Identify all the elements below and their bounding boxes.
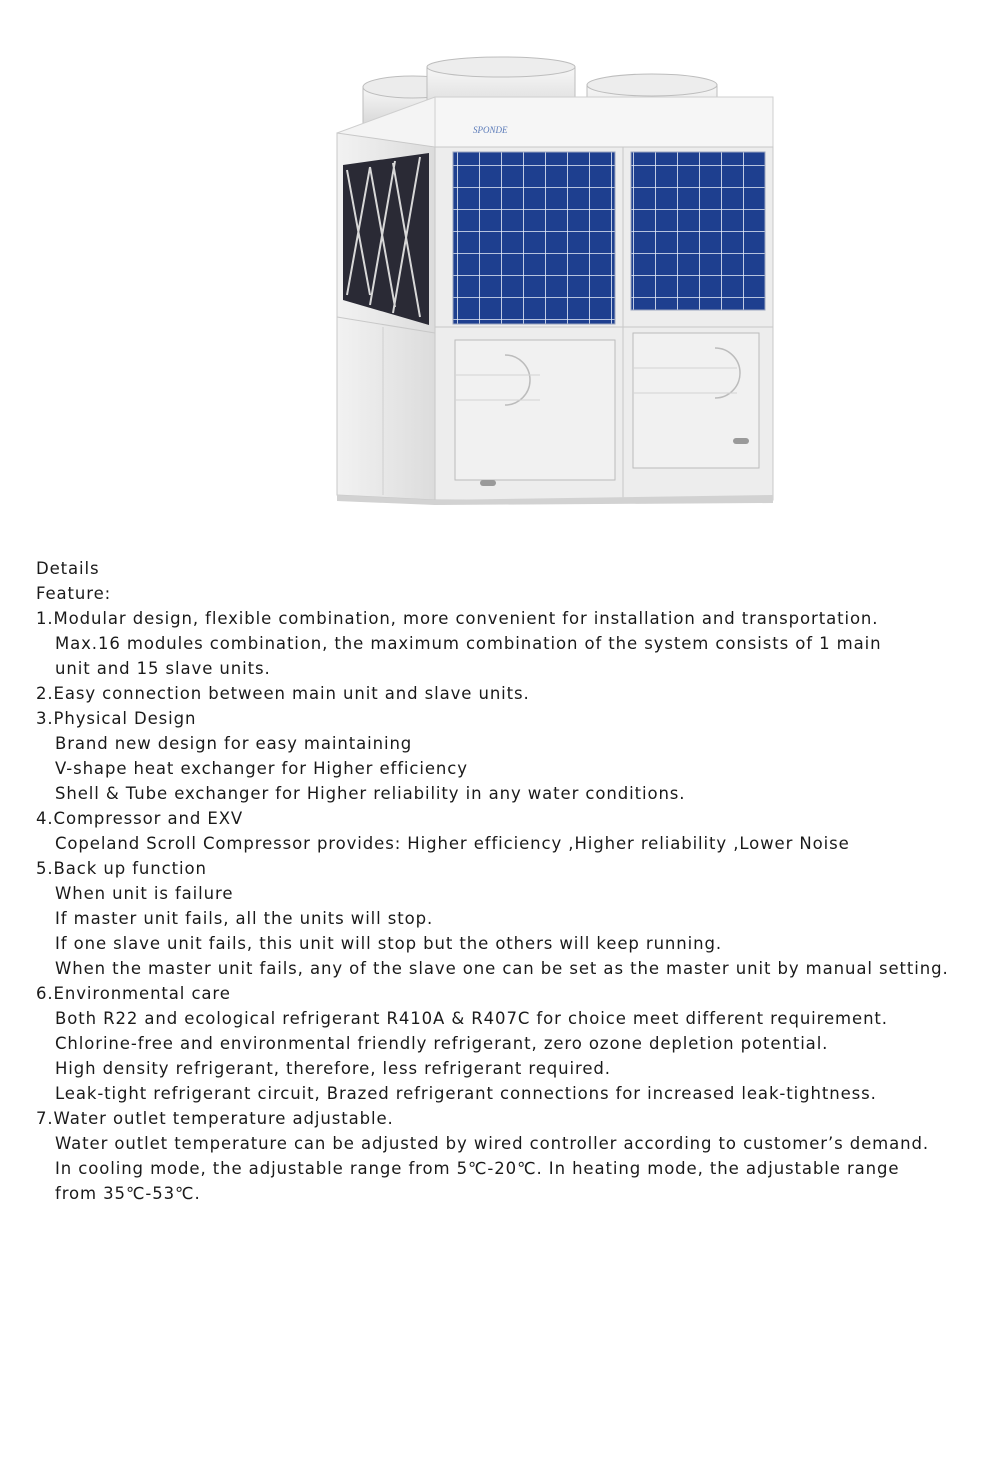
feature-detail-line: Both R22 and ecological refrigerant R410A & R407C for choice meet different requirement. xyxy=(55,1009,888,1028)
coil-grille-left xyxy=(453,152,615,324)
feature-detail-line: When unit is failure xyxy=(55,884,234,903)
feature-detail-line: Leak-tight refrigerant circuit, Brazed refrigerant connections for increased leak-tightness. xyxy=(55,1084,877,1103)
access-panel-left xyxy=(455,340,615,486)
details-heading: Details xyxy=(36,559,100,578)
product-image xyxy=(325,55,785,505)
feature-heading: Feature: xyxy=(36,584,112,603)
chiller-unit-illustration xyxy=(325,55,785,505)
feature-detail-line: If master unit fails, all the units will stop. xyxy=(55,909,434,928)
feature-detail-line: When the master unit fails, any of the slave one can be set as the master unit by manual setting. xyxy=(55,959,949,978)
feature-detail-line: If one slave unit fails, this unit will stop but the others will keep running. xyxy=(55,934,723,953)
feature-item-line: 1.Modular design, flexible combination, more convenient for installation and transportation. xyxy=(36,609,879,628)
feature-detail-line: unit and 15 slave units. xyxy=(55,659,271,678)
details-section xyxy=(36,556,986,1206)
feature-detail-line: Copeland Scroll Compressor provides: Higher efficiency ,Higher reliability ,Lower Noise xyxy=(55,834,850,853)
feature-detail-line: Water outlet temperature can be adjusted by wired controller according to customer’s demand. xyxy=(55,1134,930,1153)
side-coil xyxy=(343,153,429,325)
feature-detail-line: In cooling mode, the adjustable range from 5℃-20℃. In heating mode, the adjustable range xyxy=(55,1159,900,1178)
feature-item-line: 2.Easy connection between main unit and slave units. xyxy=(36,684,530,703)
feature-detail-line: Max.16 modules combination, the maximum combination of the system consists of 1 main xyxy=(55,634,882,653)
feature-detail-line: Brand new design for easy maintaining xyxy=(55,734,413,753)
feature-detail-line: Chlorine-free and environmental friendly refrigerant, zero ozone depletion potential. xyxy=(55,1034,829,1053)
feature-detail-line: Shell & Tube exchanger for Higher reliability in any water conditions. xyxy=(55,784,686,803)
feature-item-line: 3.Physical Design xyxy=(36,709,197,728)
feature-list xyxy=(36,606,986,1206)
brand-logo: SPONDE xyxy=(473,125,508,135)
feature-item-line: 6.Environmental care xyxy=(36,984,231,1003)
feature-item-line: 5.Back up function xyxy=(36,859,207,878)
coil-grille-right xyxy=(631,152,765,310)
feature-detail-line: from 35℃-53℃. xyxy=(55,1184,201,1203)
feature-detail-line: V-shape heat exchanger for Higher efficiency xyxy=(55,759,468,778)
feature-detail-line: High density refrigerant, therefore, less refrigerant required. xyxy=(55,1059,611,1078)
feature-item-line: 4.Compressor and EXV xyxy=(36,809,244,828)
access-panel-right xyxy=(633,333,759,468)
feature-item-line: 7.Water outlet temperature adjustable. xyxy=(36,1109,394,1128)
